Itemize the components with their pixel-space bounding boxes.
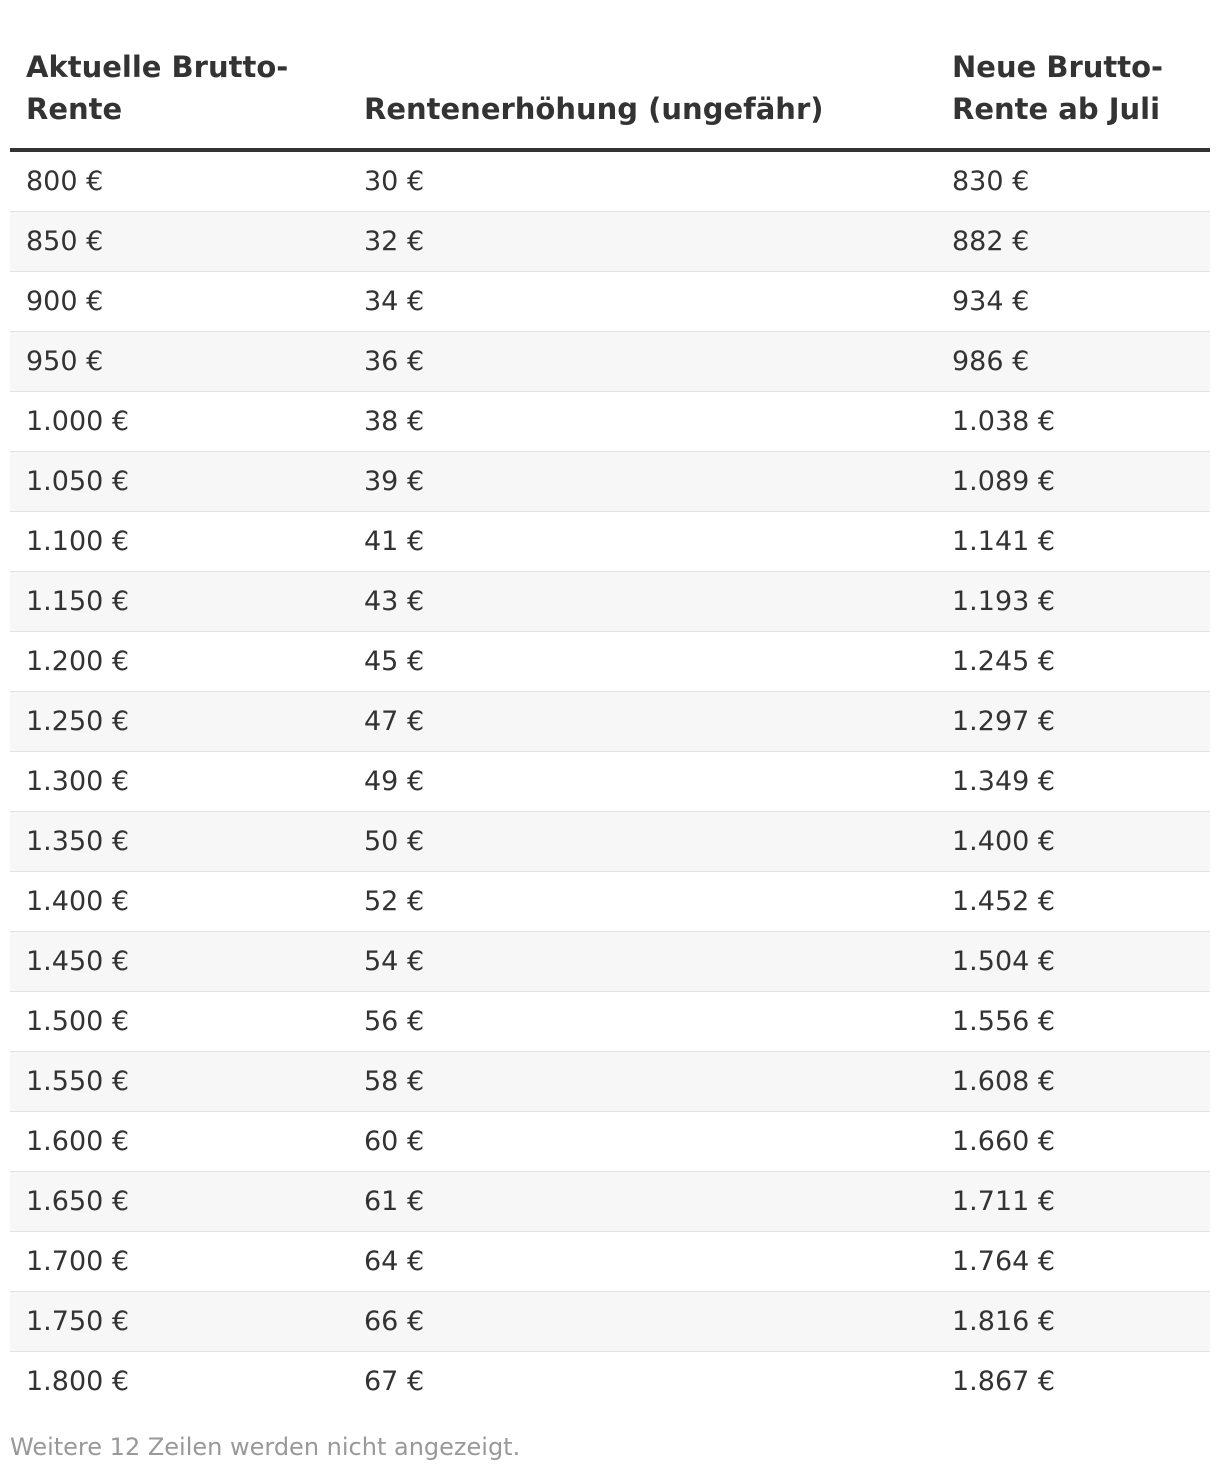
cell-current-pension: 1.150 € <box>10 572 348 632</box>
cell-new-pension: 1.297 € <box>936 692 1210 752</box>
table-row <box>10 692 1210 752</box>
cell-pension-increase: 39 € <box>348 452 936 512</box>
cell-new-pension: 1.038 € <box>936 392 1210 452</box>
table-row <box>10 1112 1210 1172</box>
cell-pension-increase: 30 € <box>348 150 936 212</box>
table-row <box>10 272 1210 332</box>
cell-new-pension: 1.504 € <box>936 932 1210 992</box>
cell-pension-increase: 43 € <box>348 572 936 632</box>
table-row <box>10 212 1210 272</box>
cell-new-pension: 1.660 € <box>936 1112 1210 1172</box>
cell-new-pension: 1.764 € <box>936 1232 1210 1292</box>
table-row <box>10 1292 1210 1352</box>
cell-new-pension: 1.867 € <box>952 1366 1056 1397</box>
table-row <box>10 632 1210 692</box>
cell-current-pension: 1.300 € <box>10 752 348 812</box>
cell-pension-increase: 66 € <box>348 1292 936 1352</box>
cell-current-pension: 1.050 € <box>10 452 348 512</box>
cell-current-pension: 1.250 € <box>10 692 348 752</box>
cell-new-pension: 1.089 € <box>936 452 1210 512</box>
cell-new-pension: 882 € <box>936 212 1210 272</box>
cell-new-pension: 830 € <box>936 150 1210 212</box>
cell-pension-increase: 41 € <box>348 512 936 572</box>
cell-pension-increase: 36 € <box>348 332 936 392</box>
table-row <box>10 1172 1210 1232</box>
cell-current-pension: 1.750 € <box>10 1292 348 1352</box>
table-row <box>10 1352 1210 1412</box>
cell-new-pension: 1.193 € <box>936 572 1210 632</box>
cell-current-pension: 1.400 € <box>10 872 348 932</box>
cell-current-pension: 850 € <box>10 212 348 272</box>
cell-pension-increase: 34 € <box>348 272 936 332</box>
cell-new-pension: 934 € <box>936 272 1210 332</box>
cell-pension-increase: 64 € <box>348 1232 936 1292</box>
table-row <box>10 992 1210 1052</box>
cell-current-pension: 1.000 € <box>10 392 348 452</box>
cell-new-pension: 1.141 € <box>936 512 1210 572</box>
cell-current-pension: 1.450 € <box>10 932 348 992</box>
cell-pension-increase: 61 € <box>348 1172 936 1232</box>
cell-pension-increase: 67 € <box>364 1366 425 1397</box>
table-row <box>10 332 1210 392</box>
cell-pension-increase: 38 € <box>348 392 936 452</box>
cell-pension-increase: 60 € <box>348 1112 936 1172</box>
cell-pension-increase: 58 € <box>348 1052 936 1112</box>
cell-new-pension: 1.452 € <box>936 872 1210 932</box>
header-row <box>10 40 1210 150</box>
cell-current-pension: 1.350 € <box>10 812 348 872</box>
cell-current-pension: 1.200 € <box>10 632 348 692</box>
header-new-pension: Neue Brutto-Rente ab Juli <box>936 40 1210 150</box>
cell-pension-increase: 50 € <box>348 812 936 872</box>
cell-current-pension: 1.600 € <box>10 1112 348 1172</box>
cell-new-pension: 1.556 € <box>936 992 1210 1052</box>
table-row <box>10 752 1210 812</box>
cell-current-pension: 1.700 € <box>10 1232 348 1292</box>
cell-pension-increase: 49 € <box>348 752 936 812</box>
cell-new-pension: 1.245 € <box>936 632 1210 692</box>
header-current-pension: Aktuelle Brutto-Rente <box>10 40 348 150</box>
cell-new-pension: 1.349 € <box>936 752 1210 812</box>
pension-table <box>10 40 1210 1411</box>
table-row <box>10 1232 1210 1292</box>
cell-current-pension: 1.500 € <box>10 992 348 1052</box>
cell-pension-increase: 47 € <box>348 692 936 752</box>
cell-current-pension: 950 € <box>10 332 348 392</box>
cell-current-pension: 1.650 € <box>10 1172 348 1232</box>
table-row <box>10 150 1210 212</box>
table-row <box>10 932 1210 992</box>
table-body <box>10 150 1210 1411</box>
cell-new-pension: 1.400 € <box>936 812 1210 872</box>
cell-current-pension: 1.550 € <box>10 1052 348 1112</box>
table-row <box>10 392 1210 452</box>
cell-pension-increase: 45 € <box>348 632 936 692</box>
hidden-rows-note: Weitere 12 Zeilen werden nicht angezeigt. <box>10 1433 521 1461</box>
cell-new-pension: 986 € <box>936 332 1210 392</box>
cell-current-pension: 800 € <box>10 150 348 212</box>
cell-new-pension: 1.816 € <box>936 1292 1210 1352</box>
table-row <box>10 872 1210 932</box>
table-row <box>10 452 1210 512</box>
cell-current-pension: 1.100 € <box>10 512 348 572</box>
table-row <box>10 1052 1210 1112</box>
cell-pension-increase: 56 € <box>348 992 936 1052</box>
cell-pension-increase: 32 € <box>348 212 936 272</box>
cell-current-pension: 900 € <box>10 272 348 332</box>
table-row <box>10 812 1210 872</box>
table-row <box>10 572 1210 632</box>
cell-current-pension: 1.800 € <box>26 1366 130 1397</box>
header-pension-increase: Rentenerhöhung (ungefähr) <box>348 40 936 150</box>
cell-new-pension: 1.608 € <box>936 1052 1210 1112</box>
cell-new-pension: 1.711 € <box>936 1172 1210 1232</box>
cell-pension-increase: 52 € <box>348 872 936 932</box>
table-header <box>10 40 1210 150</box>
table-row <box>10 512 1210 572</box>
cell-pension-increase: 54 € <box>348 932 936 992</box>
